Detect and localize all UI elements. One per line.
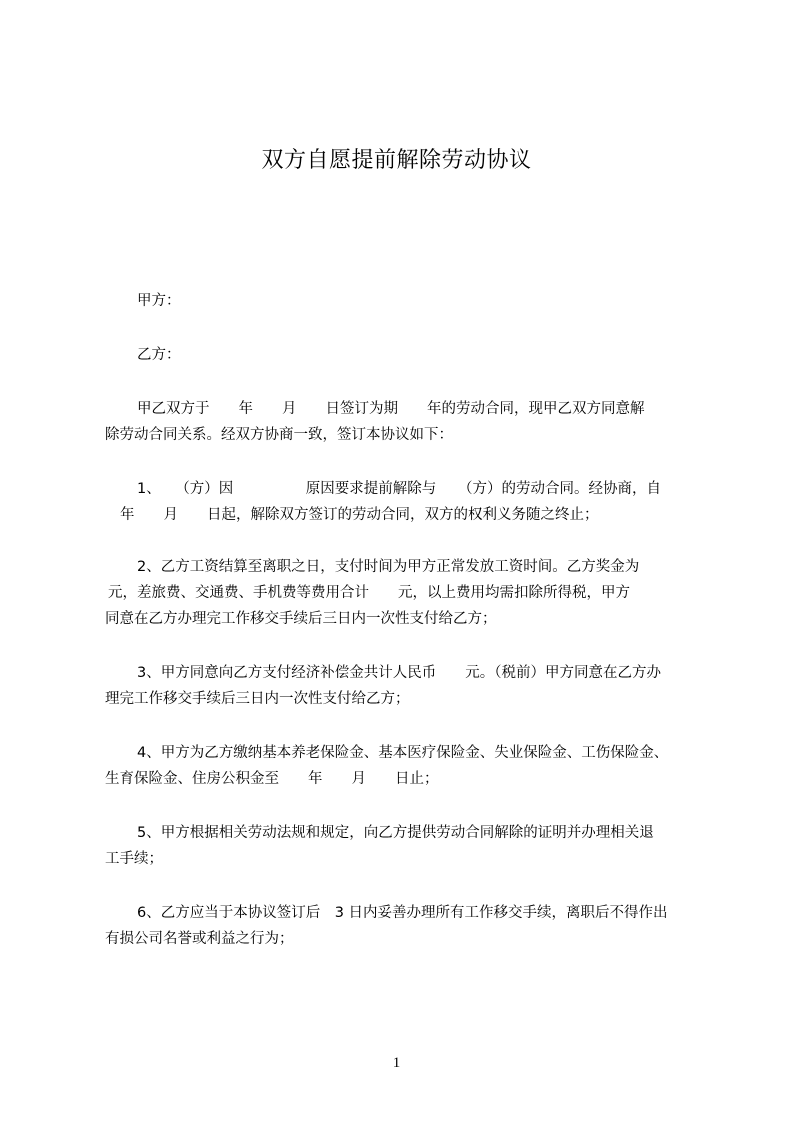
clause-3-line-2: 理完工作移交手续后三日内一次性支付给乙方； [105, 691, 410, 707]
clause-3-line-1: 3、甲方同意向乙方支付经济补偿金共计人民币 元。（税前）甲方同意在乙方办 [137, 665, 661, 681]
clause-1-line-2: 年 月 日起，解除双方签订的劳动合同，双方的权利义务随之终止； [120, 507, 599, 523]
party-a-label: 甲方： [137, 293, 181, 309]
intro-line-1: 甲乙双方于 年 月 日签订为期 年的劳动合同，现甲乙双方同意解 [137, 401, 645, 417]
clause-4-line-2: 生育保险金、住房公积金至 年 月 日止； [105, 771, 439, 787]
clause-2-line-1: 2、乙方工资结算至离职之日，支付时间为甲方正常发放工资时间。乙方奖金为 [137, 559, 640, 575]
clause-1-line-1: 1、 （方）因 原因要求提前解除与 （方）的劳动合同。经协商，自 [137, 481, 661, 497]
clause-2-line-2: 元，差旅费、交通费、手机费等费用合计 元，以上费用均需扣除所得税，甲方 [108, 585, 630, 601]
document-title: 双方自愿提前解除劳动协议 [261, 148, 532, 173]
clause-2-line-3: 同意在乙方办理完工作移交手续后三日内一次性支付给乙方； [105, 611, 497, 627]
clause-6-line-1: 6、乙方应当于本协议签订后 3 日内妥善办理所有工作移交手续，离职后不得作出 [137, 905, 668, 921]
intro-line-2: 除劳动合同关系。经双方协商一致，签订本协议如下： [105, 427, 453, 443]
clause-5-line-2: 工手续； [105, 851, 163, 867]
clause-5-line-1: 5、甲方根据相关劳动法规和规定，向乙方提供劳动合同解除的证明并办理相关退 [137, 825, 654, 841]
page-number: 1 [392, 1055, 401, 1071]
clause-4-line-1: 4、甲方为乙方缴纳基本养老保险金、基本医疗保险金、失业保险金、工伤保险金、 [137, 745, 669, 761]
clause-6-line-2: 有损公司名誉或利益之行为； [105, 931, 294, 947]
party-b-label: 乙方： [137, 347, 181, 363]
